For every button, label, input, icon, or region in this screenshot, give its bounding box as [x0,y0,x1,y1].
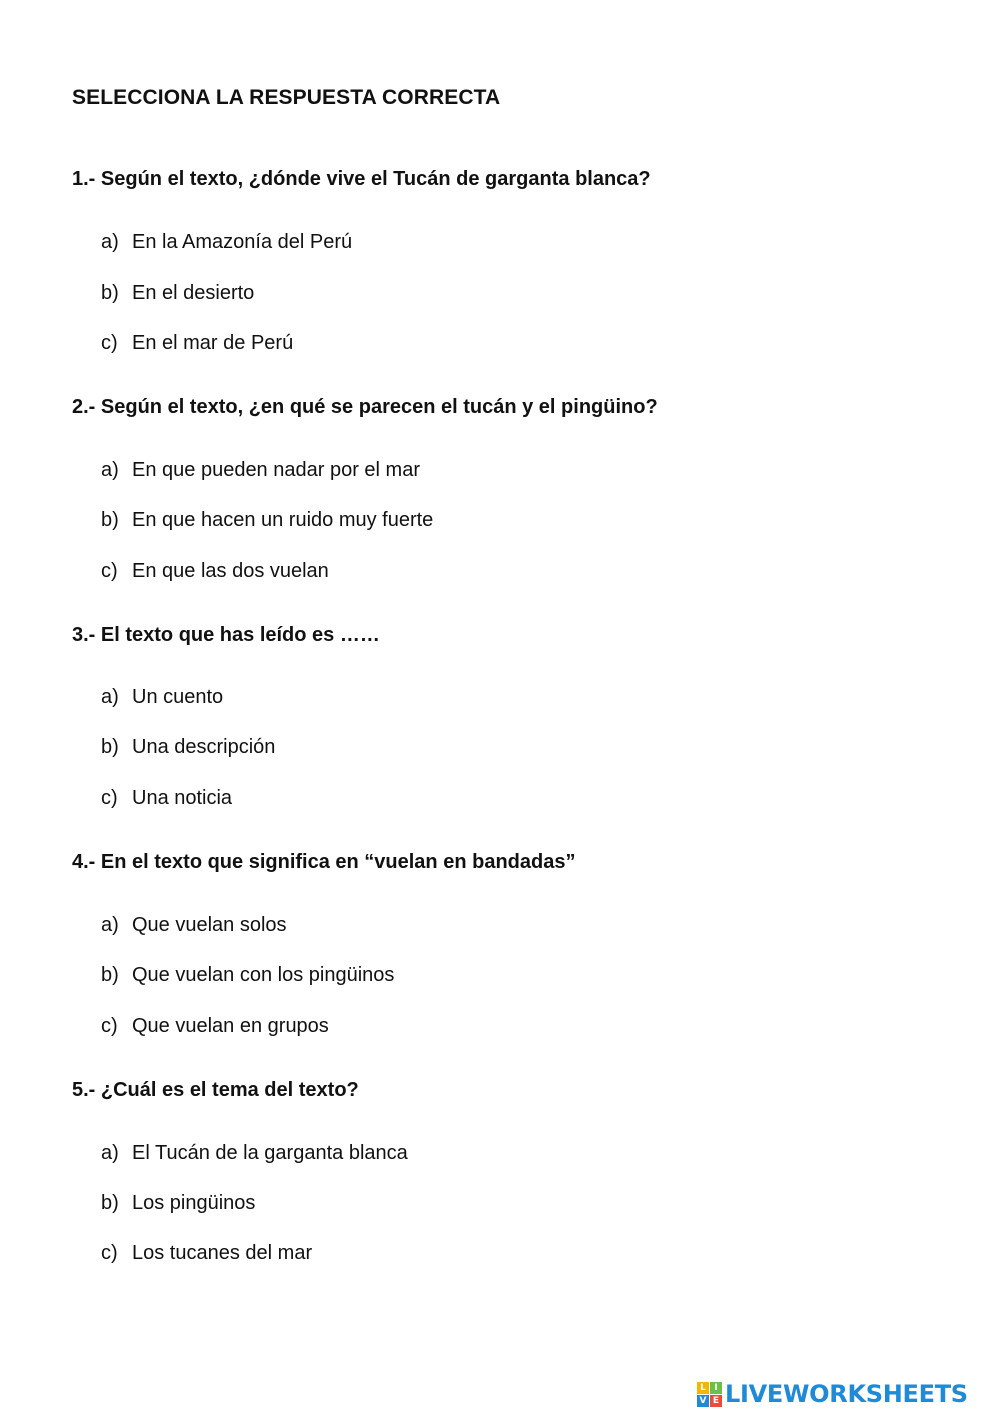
question-1-option-a[interactable] [101,231,352,254]
option-letter: a) [101,686,119,708]
question-1-option-c[interactable] [101,332,293,355]
option-text: En la Amazonía del Perú [132,231,353,253]
question-3: 3.- El texto que has leído es …… [72,624,380,646]
logo-tile: E [710,1395,722,1407]
option-text: Los pingüinos [132,1192,256,1214]
option-text: En que las dos vuelan [132,560,329,582]
option-letter: c) [101,787,118,809]
question-4-option-b[interactable] [101,964,394,987]
option-letter: b) [101,964,119,986]
option-letter: c) [101,1242,118,1264]
liveworksheets-logo [697,1377,968,1411]
option-letter: c) [101,1015,118,1037]
option-letter: c) [101,332,118,354]
question-2-option-b[interactable] [101,509,433,532]
question-3-option-a[interactable] [101,686,223,709]
option-letter: b) [101,509,119,531]
option-text: Una descripción [132,736,276,758]
question-3-option-c[interactable] [101,787,232,810]
option-text: En que hacen un ruido muy fuerte [132,509,434,531]
option-letter: b) [101,282,119,304]
logo-tile: L [697,1382,709,1394]
logo-tile: I [710,1382,722,1394]
option-letter: b) [101,736,119,758]
option-letter: a) [101,914,119,936]
option-text: El Tucán de la garganta blanca [132,1142,408,1164]
option-text: Que vuelan en grupos [132,1015,329,1037]
question-4: 4.- En el texto que significa en “vuelan en bandadas” [72,851,576,873]
logo-text: LIVEWORKSHEETS [725,1380,968,1408]
option-letter: a) [101,459,119,481]
question-2: 2.- Según el texto, ¿en qué se parecen el tucán y el pingüino? [72,396,658,418]
question-2-option-a[interactable] [101,459,420,482]
question-5-option-a[interactable] [101,1142,408,1165]
option-text: En que pueden nadar por el mar [132,459,420,481]
question-4-option-a[interactable] [101,914,287,937]
question-5-option-c[interactable] [101,1242,312,1265]
option-text: En el desierto [132,282,255,304]
option-text: Que vuelan solos [132,914,287,936]
question-5-option-b[interactable] [101,1192,255,1215]
question-2-option-c[interactable] [101,560,329,583]
logo-icon [697,1382,722,1407]
logo-tile: V [697,1395,709,1407]
question-1-option-b[interactable] [101,282,254,305]
question-4-option-c[interactable] [101,1015,329,1038]
option-letter: a) [101,1142,119,1164]
option-letter: a) [101,231,119,253]
option-text: Una noticia [132,787,233,809]
question-5: 5.- ¿Cuál es el tema del texto? [72,1079,359,1101]
option-text: Los tucanes del mar [132,1242,313,1264]
question-3-option-b[interactable] [101,736,275,759]
option-text: Un cuento [132,686,224,708]
option-text: Que vuelan con los pingüinos [132,964,395,986]
option-text: En el mar de Perú [132,332,294,354]
option-letter: c) [101,560,118,582]
question-1: 1.- Según el texto, ¿dónde vive el Tucán de garganta blanca? [72,168,651,190]
page-title: SELECCIONA LA RESPUESTA CORRECTA [72,86,501,109]
option-letter: b) [101,1192,119,1214]
